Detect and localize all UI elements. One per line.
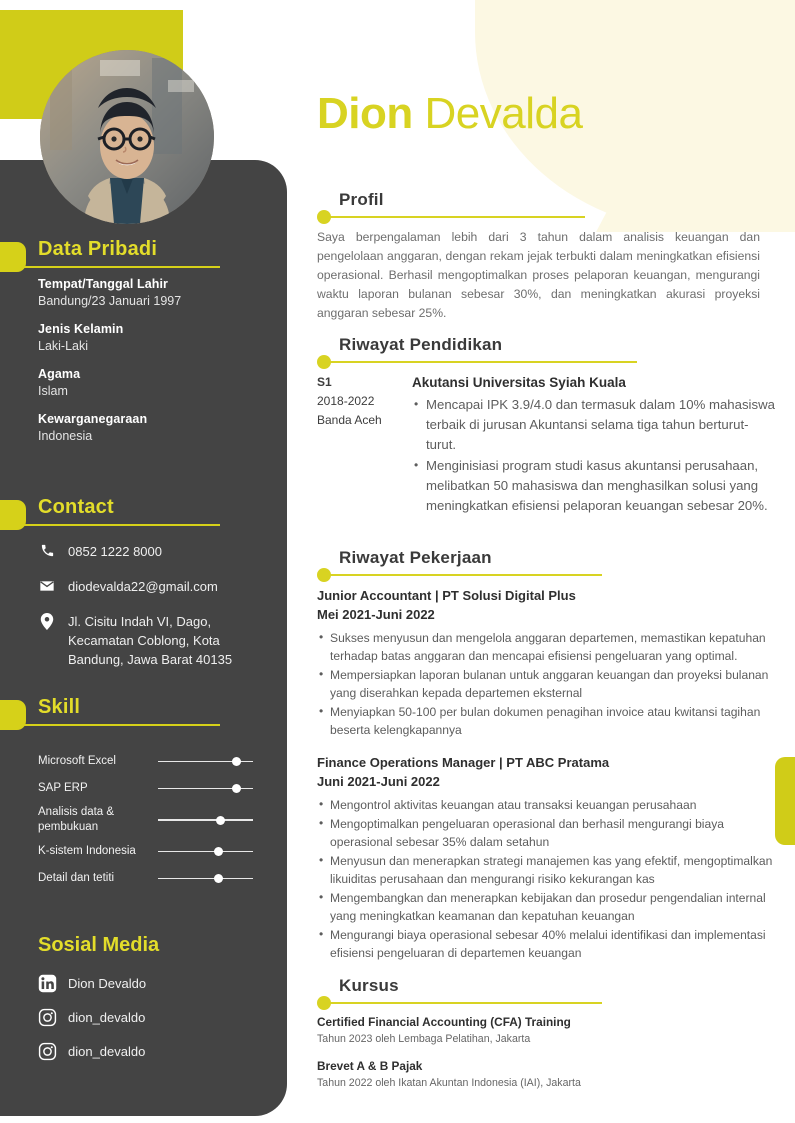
education-title: Akutansi Universitas Syiah Kuala — [412, 375, 626, 390]
bullet-item: • Menginisiasi program studi kasus akuntansi perusahaan, melibatkan 50 mahasiswa dan menghasilkan solusi yang meningkatkan efisiensi pelaporan keuangan sebesar 20%. — [412, 456, 777, 516]
envelope-icon — [34, 577, 60, 594]
job-title: Finance Operations Manager | PT ABC Pratama — [317, 755, 610, 770]
slider-knob[interactable] — [214, 847, 223, 856]
education-meta — [317, 373, 412, 517]
education-city: Banda Aceh — [317, 413, 382, 427]
contact-row-email[interactable] — [34, 577, 287, 596]
first-name: Dion — [317, 89, 413, 138]
bullet-item: • Mengontrol aktivitas keuangan atau transaksi keuangan perusahaan — [317, 796, 774, 814]
job-title: Junior Accountant | PT Solusi Digital Plus — [317, 588, 576, 603]
section-title: Riwayat Pendidikan — [339, 335, 503, 354]
section-header-personal-data — [0, 236, 287, 262]
skill-row — [38, 838, 287, 865]
personal-data-item — [38, 321, 287, 355]
field-label: Kewarganegaraan — [38, 412, 148, 426]
slider-knob[interactable] — [214, 874, 223, 883]
heading-rule — [325, 361, 637, 363]
skill-label: Microsoft Excel — [38, 755, 116, 767]
section-header-education — [317, 333, 777, 357]
contact-section — [0, 494, 287, 685]
section-header-experience — [317, 546, 777, 570]
skill-row — [38, 775, 287, 802]
course-subtitle: Tahun 2023 oleh Lembaga Pelatihan, Jakarta — [317, 1033, 531, 1045]
linkedin-icon — [34, 974, 60, 993]
section-title: Data Pribadi — [38, 238, 158, 260]
course-entry — [317, 1058, 777, 1091]
skill-row — [38, 865, 287, 892]
skill-label: Analisis data & pembukuan — [38, 806, 115, 833]
section-header-skill — [0, 694, 287, 720]
section-header-profil — [317, 188, 777, 212]
bullet-item: • Mencapai IPK 3.9/4.0 dan termasuk dalam 10% mahasiswa terbaik di jurusan Akuntansi selama tiga tahun berturut-turut. — [412, 395, 777, 455]
address-value: Jl. Cisitu Indah VI, Dago, Kecamatan Coblong, Kota Bandung, Jawa Barat 40135 — [68, 614, 233, 667]
skill-label: Detail dan tetiti — [38, 872, 115, 884]
slider-track — [158, 878, 253, 880]
instagram-icon — [34, 1042, 60, 1061]
education-years: 2018-2022 — [317, 394, 375, 408]
profil-section — [317, 188, 777, 323]
field-value: Bandung/23 Januari 1997 — [38, 294, 182, 308]
personal-data-item — [38, 366, 287, 400]
heading-rule — [20, 724, 220, 726]
course-title: Certified Financial Accounting (CFA) Training — [317, 1015, 571, 1029]
job-entry — [317, 586, 777, 739]
section-title: Riwayat Pekerjaan — [339, 548, 492, 567]
heading-rule — [20, 524, 220, 526]
email-value: diodevalda22@gmail.com — [68, 579, 218, 594]
slider-track — [158, 819, 253, 821]
avatar — [40, 50, 214, 224]
section-title-social-media: Sosial Media — [38, 934, 160, 956]
education-bullet-list — [412, 395, 777, 516]
heading-rule — [325, 216, 585, 218]
course-entry — [317, 1014, 777, 1047]
instagram-icon — [34, 1008, 60, 1027]
personal-data-item — [38, 411, 287, 445]
location-pin-icon — [34, 612, 60, 630]
section-title: Profil — [339, 190, 384, 209]
instagram-value: dion_devaldo — [68, 1044, 146, 1059]
bullet-item: • Mengoptimalkan pengeluaran operasional dan berhasil mengurangi biaya operasional sebesar 35% dalam setahun — [317, 815, 774, 851]
job-entry — [317, 753, 777, 962]
bullet-item: • Mengembangkan dan menerapkan kebijakan dan prosedur pengendalian internal yang meningkatkan keamanan dan kepatuhan keuangan — [317, 889, 774, 925]
skill-row — [38, 802, 287, 838]
yellow-tab-decoration — [775, 757, 795, 845]
section-header-contact — [0, 494, 287, 520]
field-value: Islam — [38, 384, 68, 398]
personal-data-section — [0, 236, 287, 456]
course-title: Brevet A & B Pajak — [317, 1059, 423, 1073]
job-date: Mei 2021-Juni 2022 — [317, 607, 435, 622]
field-value: Indonesia — [38, 429, 93, 443]
education-entry — [317, 373, 777, 517]
last-name: Devalda — [424, 89, 583, 138]
skill-slider[interactable] — [158, 756, 253, 768]
job-bullet-list — [317, 629, 777, 739]
skill-label: K-sistem Indonesia — [38, 845, 136, 857]
social-row-instagram[interactable] — [34, 1008, 287, 1027]
bullet-item: • Menyusun dan menerapkan strategi manajemen kas yang efektif, mengoptimalkan likuiditas perusahaan dan mengurangi risiko kekurangan kas — [317, 852, 774, 888]
section-title: Skill — [38, 696, 81, 718]
phone-value: 0852 1222 8000 — [68, 544, 162, 559]
slider-track — [158, 851, 253, 853]
field-label: Jenis Kelamin — [38, 322, 124, 336]
job-bullet-list — [317, 796, 774, 962]
social-row-linkedin[interactable] — [34, 974, 287, 993]
slider-knob[interactable] — [232, 757, 241, 766]
social-media-section — [0, 932, 287, 1076]
page-title — [317, 88, 582, 140]
contact-row-phone[interactable] — [34, 542, 287, 561]
field-value: Laki-Laki — [38, 339, 89, 353]
linkedin-value: Dion Devaldo — [68, 976, 147, 991]
section-title: Kursus — [339, 976, 399, 995]
bullet-item: • Sukses menyusun dan mengelola anggaran departemen, memastikan kepatuhan terhadap batas anggaran dan mencapai efisiensi pengeluaran yang optimal. — [317, 629, 777, 665]
slider-knob[interactable] — [216, 816, 225, 825]
skill-section — [0, 694, 287, 892]
skill-slider[interactable] — [158, 873, 253, 885]
bullet-item: • Mengurangi biaya operasional sebesar 40% melalui identifikasi dan implementasi efisiensi pengeluaran di departemen keuangan — [317, 926, 774, 962]
education-section — [317, 333, 777, 517]
instagram-value: dion_devaldo — [68, 1010, 146, 1025]
bullet-item: • Menyiapkan 50-100 per bulan dokumen penagihan invoice atau kwitansi tagihan beserta kelengkapannya — [317, 703, 777, 739]
course-subtitle: Tahun 2022 oleh Ikatan Akuntan Indonesia (IAI), Jakarta — [317, 1077, 581, 1089]
education-level: S1 — [317, 375, 332, 389]
bullet-item: • Mempersiapkan laporan bulanan untuk anggaran keuangan dan proyeksi bulanan yang diserahkan kepada departemen eksternal — [317, 666, 777, 702]
experience-section — [317, 546, 777, 976]
skill-row — [38, 748, 287, 775]
social-row-instagram[interactable] — [34, 1042, 287, 1061]
courses-section — [317, 974, 777, 1102]
section-title: Contact — [38, 496, 114, 518]
phone-icon — [34, 542, 60, 558]
contact-row-address[interactable] — [34, 612, 287, 669]
job-date: Juni 2021-Juni 2022 — [317, 774, 440, 789]
heading-rule — [325, 574, 602, 576]
heading-rule — [20, 266, 220, 268]
personal-data-item — [38, 276, 287, 310]
field-label: Tempat/Tanggal Lahir — [38, 277, 169, 291]
slider-knob[interactable] — [232, 784, 241, 793]
skill-label: SAP ERP — [38, 782, 88, 794]
profil-paragraph: Saya berpengalaman lebih dari 3 tahun dalam analisis keuangan dan pengelolaan anggaran, dengan rekam jejak terbukti dalam meningkatkan efisiensi operasional. Berhasil mengoptimalkan proses pelaporan keuangan, mengurangi waktu laporan bulanan sebesar 30%, dan meningkatkan akurasi proyeksi anggaran sebesar 25%. — [317, 230, 760, 320]
skill-slider[interactable] — [158, 814, 253, 826]
skill-slider[interactable] — [158, 846, 253, 858]
heading-rule — [325, 1002, 602, 1004]
field-label: Agama — [38, 367, 81, 381]
section-header-courses — [317, 974, 777, 998]
skill-slider[interactable] — [158, 783, 253, 795]
